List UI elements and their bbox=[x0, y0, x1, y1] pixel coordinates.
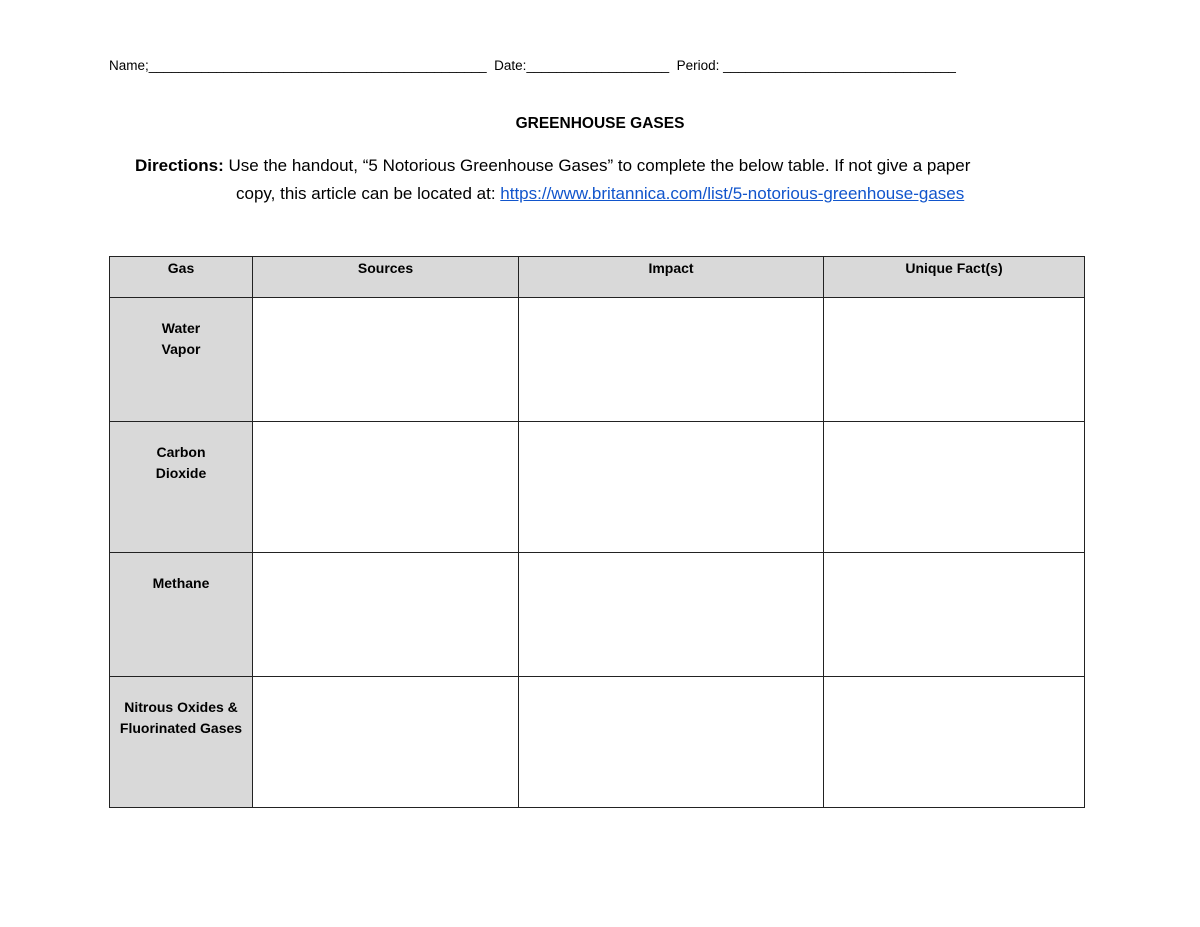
impact-cell[interactable] bbox=[519, 298, 824, 422]
header-unique-facts: Unique Fact(s) bbox=[824, 257, 1085, 298]
header-gas: Gas bbox=[110, 257, 253, 298]
directions-line-2 bbox=[135, 180, 1095, 208]
facts-cell[interactable] bbox=[824, 298, 1085, 422]
sources-cell[interactable] bbox=[253, 677, 519, 808]
article-link[interactable]: https://www.britannica.com/list/5-notorious-greenhouse-gases bbox=[500, 184, 965, 203]
gas-name: Methane bbox=[152, 575, 210, 591]
period-field[interactable]: _______________________________ bbox=[723, 58, 956, 73]
gas-name: Nitrous Oxides & Fluorinated Gases bbox=[119, 699, 243, 736]
directions-text-2: copy, this article can be located at: bbox=[236, 184, 501, 203]
header-sources: Sources bbox=[253, 257, 519, 298]
impact-cell[interactable] bbox=[519, 553, 824, 677]
facts-cell[interactable] bbox=[824, 422, 1085, 553]
gas-cell bbox=[110, 677, 253, 808]
gas-cell bbox=[110, 553, 253, 677]
facts-cell[interactable] bbox=[824, 553, 1085, 677]
page-title: GREENHOUSE GASES bbox=[515, 115, 685, 132]
gas-name: Water Vapor bbox=[161, 320, 201, 357]
sources-cell[interactable] bbox=[253, 298, 519, 422]
directions-label: Directions: bbox=[135, 156, 224, 175]
sources-cell[interactable] bbox=[253, 422, 519, 553]
impact-cell[interactable] bbox=[519, 422, 824, 553]
student-info-line bbox=[109, 58, 956, 73]
table-row bbox=[110, 677, 1085, 808]
facts-cell[interactable] bbox=[824, 677, 1085, 808]
table-header-row bbox=[110, 257, 1085, 298]
name-field[interactable]: _____________________________________________ bbox=[148, 58, 487, 73]
directions-text-1: Use the handout, “5 Notorious Greenhouse Gases” to complete the below table. If not give a paper bbox=[223, 156, 971, 175]
date-label: Date: bbox=[494, 58, 527, 73]
impact-cell[interactable] bbox=[519, 677, 824, 808]
date-field[interactable]: ___________________ bbox=[526, 58, 670, 73]
sources-cell[interactable] bbox=[253, 553, 519, 677]
gas-cell bbox=[110, 422, 253, 553]
table-row bbox=[110, 298, 1085, 422]
directions-line-1 bbox=[135, 152, 1095, 180]
table-row bbox=[110, 553, 1085, 677]
table-row bbox=[110, 422, 1085, 553]
period-label: Period: bbox=[676, 58, 720, 73]
header-impact: Impact bbox=[519, 257, 824, 298]
name-label: Name; bbox=[109, 58, 149, 73]
gas-name: Carbon Dioxide bbox=[155, 444, 207, 481]
greenhouse-gas-table bbox=[109, 256, 1085, 808]
gas-cell bbox=[110, 298, 253, 422]
directions bbox=[135, 152, 1095, 208]
